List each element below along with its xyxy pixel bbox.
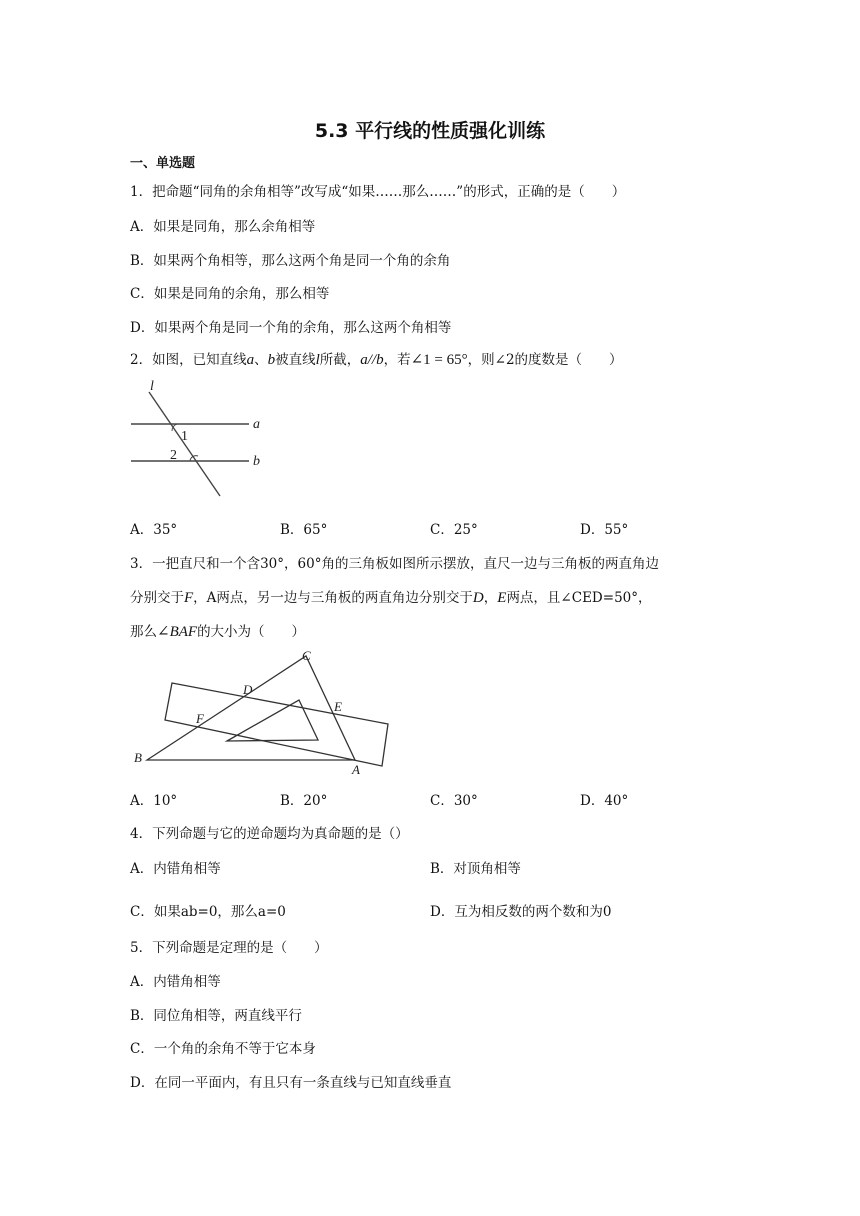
- q3-var-d: D: [472, 590, 484, 606]
- q1-stem: 1．把命题“同角的余角相等”改写成“如果……那么……”的形式，正确的是（ ）: [130, 184, 626, 200]
- q3-line2-text-a: 分别交于: [130, 590, 184, 606]
- q2-var-l: l: [315, 352, 320, 368]
- q2-option-b[interactable]: B．65°: [280, 522, 328, 538]
- q4-stem: 4．下列命题与它的逆命题均为真命题的是（）: [130, 826, 409, 842]
- q2-figure: [125, 378, 285, 503]
- q3-line2-text-d: 两点，且∠CED=50°，: [506, 590, 652, 606]
- q2-var-b: b: [267, 352, 276, 368]
- q3-line3-text-b: 的大小为（ ）: [197, 624, 306, 640]
- q3-option-a[interactable]: A．10°: [130, 793, 178, 809]
- q2-option-d[interactable]: D．55°: [580, 522, 629, 538]
- q3-line2-text-b: ，A两点，另一边与三角板的两直角边分别交于: [193, 590, 473, 606]
- q3-stem-line1: 3．一把直尺和一个含30°，60°角的三角板如图所示摆放，直尺一边与三角板的两直角边: [130, 556, 659, 572]
- q2-stem: [130, 348, 623, 369]
- q3-var-f: F: [184, 590, 194, 606]
- q5-option-d[interactable]: D．在同一平面内，有且只有一条直线与已知直线垂直: [130, 1075, 452, 1091]
- q3-line2-text-c: ，: [483, 590, 498, 606]
- q1-option-d[interactable]: D．如果两个角是同一个角的余角，那么这两个角相等: [130, 320, 452, 336]
- q3-option-c[interactable]: C．30°: [430, 793, 478, 809]
- q1-option-b[interactable]: B．如果两个角相等，那么这两个角是同一个角的余角: [130, 253, 451, 269]
- q4-option-b[interactable]: B．对顶角相等: [430, 861, 521, 877]
- q2-stem-text-e: ，则∠2的度数是（ ）: [467, 352, 623, 368]
- label-a: a: [253, 417, 260, 432]
- label-C: C: [302, 648, 311, 663]
- page-title: 5.3 平行线的性质强化训练: [314, 120, 546, 142]
- q5-option-a[interactable]: A．内错角相等: [130, 974, 221, 990]
- q2-angle1: ∠1 = 65°: [410, 352, 468, 368]
- q1-option-c[interactable]: C．如果是同角的余角，那么相等: [130, 286, 330, 302]
- q3-stem-line3: [130, 620, 305, 641]
- q2-stem-text-c: 所截，: [319, 352, 361, 368]
- q5-stem: 5．下列命题是定理的是（ ）: [130, 940, 328, 956]
- triangle-outer: [147, 656, 355, 760]
- q3-option-b[interactable]: B．20°: [280, 793, 328, 809]
- label-E: E: [334, 699, 342, 714]
- q2-stem-text-b: 被直线: [275, 352, 316, 368]
- q5-option-c[interactable]: C．一个角的余角不等于它本身: [130, 1041, 316, 1057]
- q3-figure: [130, 648, 400, 776]
- section-heading: 一、单选题: [130, 156, 196, 171]
- label-F: F: [196, 711, 204, 726]
- q1-option-a[interactable]: A．如果是同角，那么余角相等: [130, 219, 316, 235]
- q4-option-d[interactable]: D．互为相反数的两个数和为0: [430, 904, 612, 920]
- q2-parallel: a//b: [360, 352, 384, 368]
- q3-var-e: E: [497, 590, 507, 606]
- label-B: B: [134, 750, 142, 765]
- label-D: D: [243, 682, 253, 697]
- q2-stem-text-d: ，若: [383, 352, 411, 368]
- q3-stem-line2: [130, 586, 652, 607]
- q2-stem-text-a: 2．如图，已知直线: [130, 352, 247, 368]
- q3-line3-text-a: 那么: [130, 624, 157, 640]
- q2-sep: 、: [254, 352, 268, 368]
- q5-option-b[interactable]: B．同位角相等，两直线平行: [130, 1008, 302, 1024]
- label-l: l: [150, 379, 154, 394]
- q4-option-c[interactable]: C．如果ab=0，那么a=0: [130, 904, 286, 920]
- q3-option-d[interactable]: D．40°: [580, 793, 629, 809]
- q2-option-a[interactable]: A．35°: [130, 522, 178, 538]
- label-A: A: [352, 762, 360, 776]
- q2-var-a: a: [246, 352, 255, 368]
- q4-option-a[interactable]: A．内错角相等: [130, 861, 221, 877]
- triangle-inner: [227, 700, 318, 741]
- label-1: 1: [181, 429, 188, 444]
- q2-option-c[interactable]: C．25°: [430, 522, 478, 538]
- label-2: 2: [170, 448, 177, 463]
- q3-angle: ∠BAF: [157, 624, 198, 640]
- line-l: [149, 392, 220, 496]
- label-b: b: [253, 454, 260, 469]
